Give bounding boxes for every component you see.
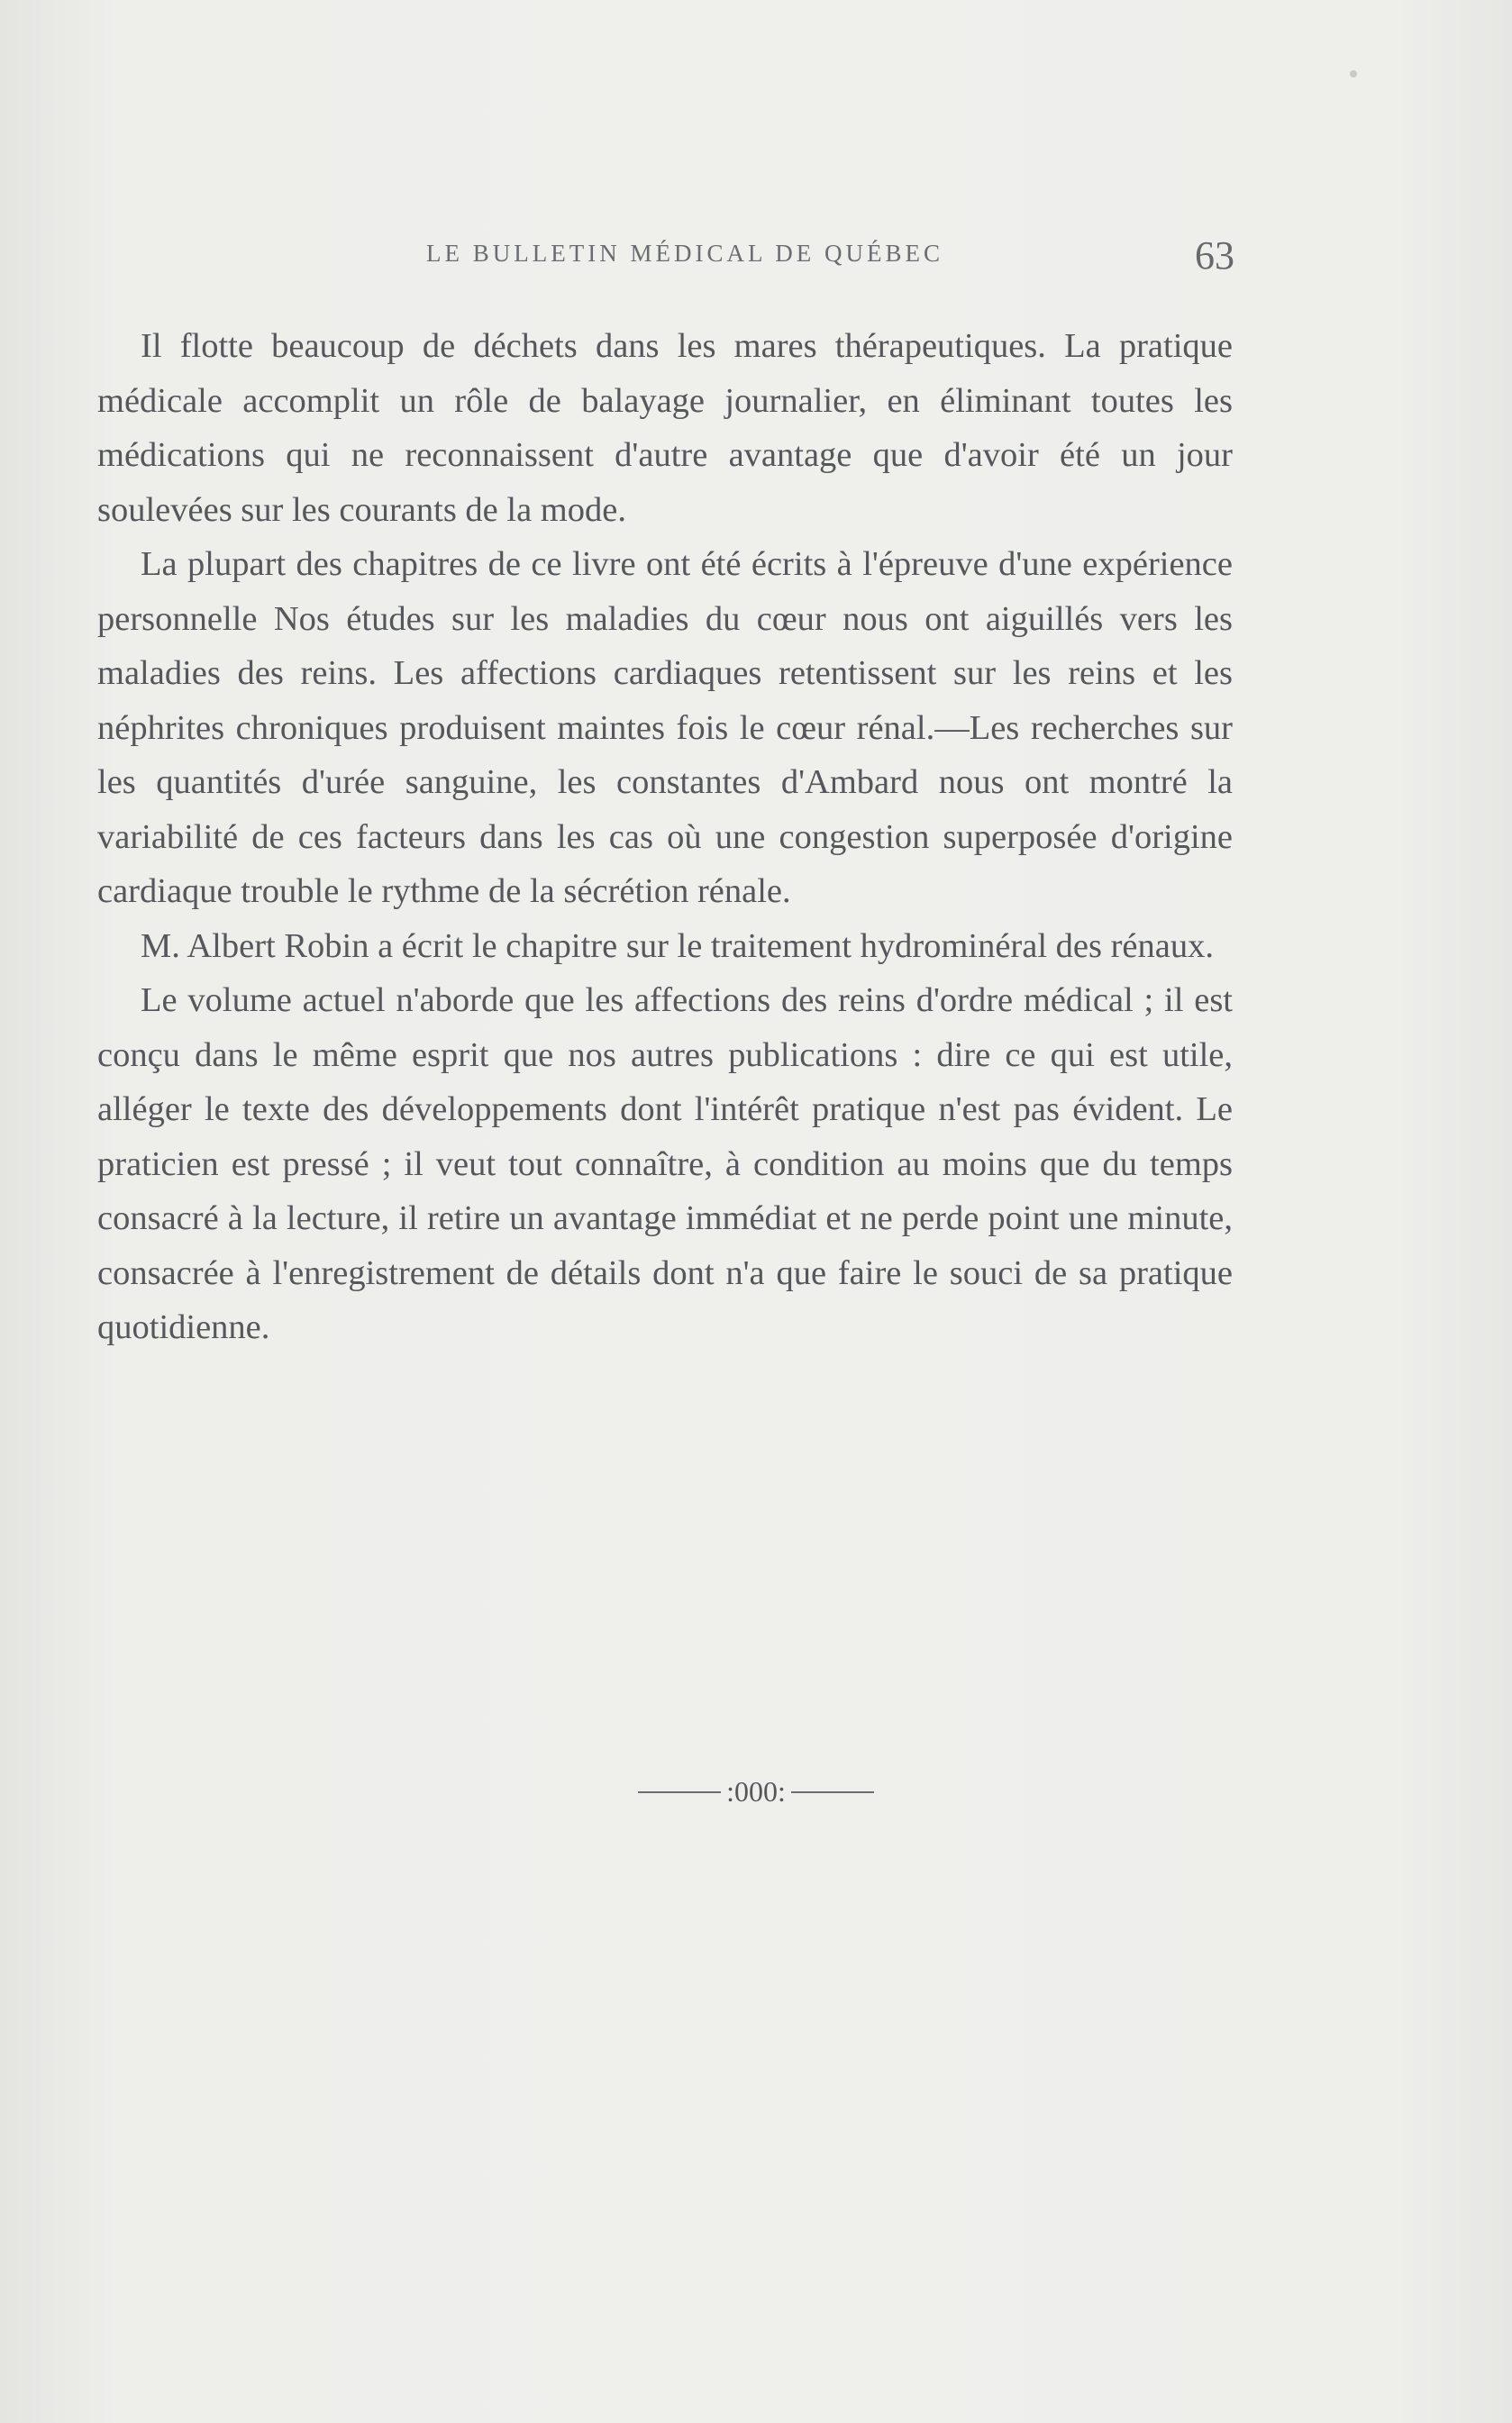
running-head: LE BULLETIN MÉDICAL DE QUÉBEC [426, 240, 943, 267]
section-ornament [0, 1775, 1512, 1808]
ornament-text: :000: [726, 1775, 786, 1808]
ornament-rule-left [638, 1791, 721, 1793]
paragraph: M. Albert Robin a écrit le chapitre sur le traitement hydrominéral des rénaux. [141, 926, 1214, 965]
paragraph: La plupart des chapitres de ce livre ont été écrits à l'épreuve d'une expérience personnelle Nos études sur les maladies du cœur nous ont aiguillés vers les maladies des reins. Les affections cardiaques retentissent sur les reins et les néphrites chroniques produisent maintes fois le cœur rénal.—Les recherches sur les quantités d'urée sanguine, les constantes d'Ambard nous ont montré la variabilité de ces facteurs dans les cas où une congestion superposée d'origine cardiaque trouble le rythme de la sécrétion rénale. [97, 545, 1233, 910]
page-header [135, 232, 1234, 278]
paragraph: Le volume actuel n'aborde que les affections des reins d'ordre médical ; il est conçu dans le même esprit que nos autres publications : dire ce qui est utile, alléger le texte des développements dont l'intérêt pratique n'est pas évident. Le praticien est pressé ; il veut tout connaître, à condition au moins que du temps consacré à la lecture, il retire un avantage immédiat et ne perde point une minute, consacrée à l'enregistrement de détails dont n'a que faire le souci de sa pratique quotidienne. [97, 981, 1233, 1346]
page-number: 63 [1195, 233, 1234, 278]
page-speck [1350, 70, 1357, 77]
body-text [97, 319, 1233, 1355]
paragraph: Il flotte beaucoup de déchets dans les mares thérapeutiques. La pratique médicale accomplit un rôle de balayage journalier, en éliminant toutes les médications qui ne reconnaissent d'autre avantage que d'avoir été un jour soulevées sur les courants de la mode. [97, 327, 1233, 529]
ornament-rule-right [791, 1791, 874, 1793]
